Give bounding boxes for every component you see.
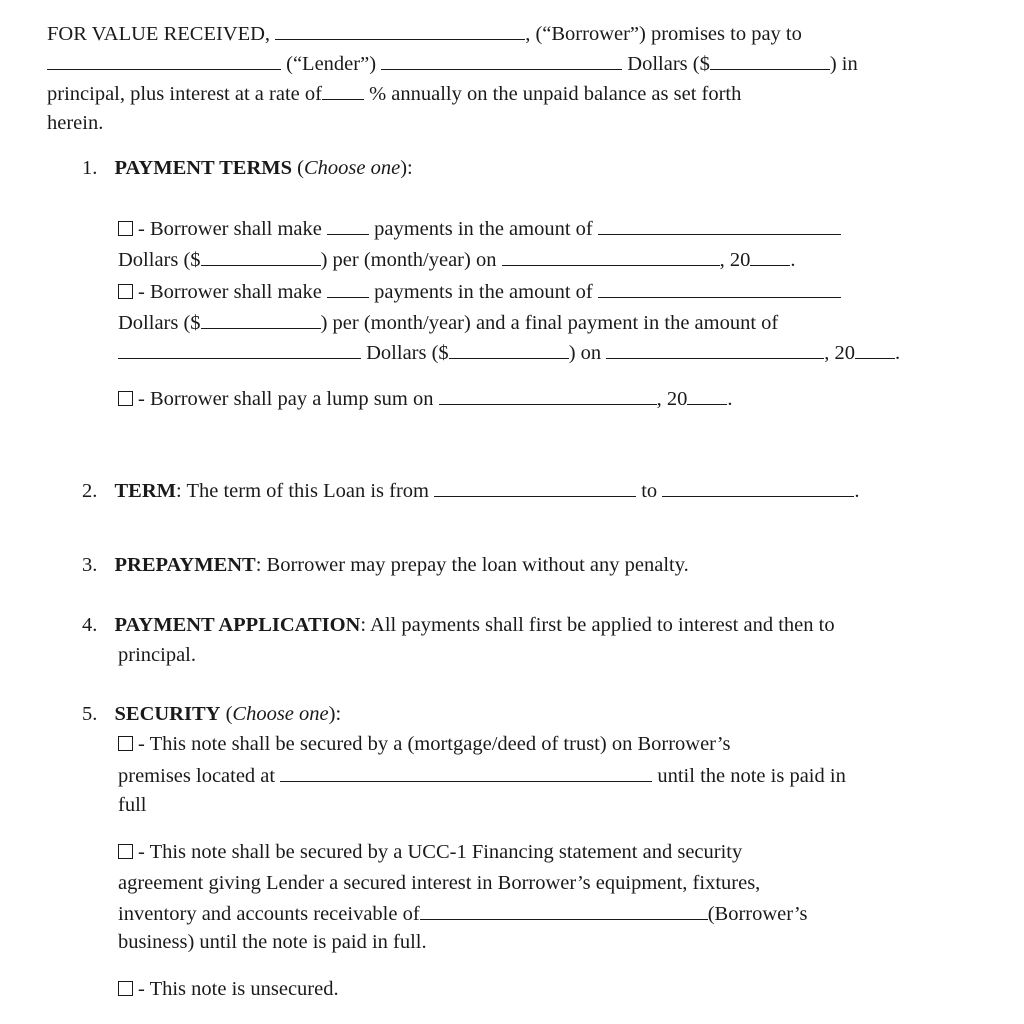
rate-prefix: principal, plus interest at a rate of <box>47 83 322 105</box>
section-title: PAYMENT TERMS <box>114 157 293 179</box>
period: . <box>790 249 796 271</box>
option-text: full <box>118 794 147 816</box>
option-text: Dollars ($ <box>118 249 201 271</box>
payment-option-2-line-3 <box>118 339 900 366</box>
option-text: - This note shall be secured by a UCC-1 Financing statement and security <box>138 841 743 863</box>
to-text: to <box>641 480 658 502</box>
payment-date-field[interactable] <box>502 246 720 266</box>
intro-line-1 <box>47 20 802 47</box>
section-payment-application <box>82 612 835 638</box>
option-text: Dollars ($ <box>118 312 201 334</box>
section-title: PREPAYMENT <box>114 554 256 576</box>
term-start-field[interactable] <box>434 477 636 497</box>
option-text: agreement giving Lender a secured interest in Borrower’s equipment, fixtures, <box>118 872 761 894</box>
security-option-1-line-3 <box>118 792 146 818</box>
paren-open: ( <box>220 703 233 725</box>
section-number: 2. <box>82 480 98 502</box>
option-text: Dollars ($ <box>366 342 449 364</box>
security-option-1-checkbox[interactable] <box>118 736 133 751</box>
intro-line-3 <box>47 80 741 107</box>
final-payment-date-field[interactable] <box>606 339 824 359</box>
section-payment-terms-heading <box>82 155 413 181</box>
amount-words-field[interactable] <box>381 50 622 70</box>
option-text: - Borrower shall make <box>138 281 322 303</box>
security-option-2-line-2 <box>118 870 760 896</box>
section-number: 1. <box>82 157 98 179</box>
amount-number-field[interactable] <box>710 50 830 70</box>
period: . <box>854 480 860 502</box>
option-text: (Borrower’s <box>707 903 808 925</box>
intro-line-4 <box>47 110 103 136</box>
interest-rate-field[interactable] <box>322 80 364 100</box>
option-text: inventory and accounts receivable of <box>118 903 420 925</box>
choose-one-text: Choose one <box>232 703 329 725</box>
option-text: ) per (month/year) and a final payment in the amount of <box>320 312 779 334</box>
option-text: ) per (month/year) on <box>320 249 497 271</box>
option-text: - Borrower shall pay a lump sum on <box>138 388 434 410</box>
herein-text: herein. <box>47 112 104 134</box>
section-title: SECURITY <box>114 703 221 725</box>
borrower-name-field[interactable] <box>275 20 525 40</box>
lump-sum-year-field[interactable] <box>687 385 727 405</box>
payment-year-field[interactable] <box>750 246 790 266</box>
option-text: - Borrower shall make <box>138 218 322 240</box>
section-title: PAYMENT APPLICATION <box>114 614 361 636</box>
paren-close: ): <box>400 157 413 179</box>
in-text: ) in <box>829 53 858 75</box>
payment-option-3-line <box>118 385 733 412</box>
payment-option-1-line-2 <box>118 246 795 273</box>
prepayment-text: : Borrower may prepay the loan without any penalty. <box>255 554 689 576</box>
security-option-1-line-1 <box>118 731 730 757</box>
option-text: until the note is paid in <box>657 765 846 787</box>
application-text: principal. <box>118 644 196 666</box>
payment-option-1-line-1 <box>118 215 841 242</box>
borrower-clause: , (“Borrower”) promises to pay to <box>525 23 802 45</box>
payment-option-2-line-2 <box>118 309 778 336</box>
option-text: - This note shall be secured by a (mortgage/deed of trust) on Borrower’s <box>138 733 731 755</box>
period: . <box>895 342 901 364</box>
security-option-2-line-4 <box>118 929 427 955</box>
option-text: - This note is unsecured. <box>138 978 339 1000</box>
dollars-label: Dollars ($ <box>627 53 710 75</box>
section-payment-application-line-2 <box>118 642 196 668</box>
application-text: : All payments shall first be applied to interest and then to <box>360 614 835 636</box>
payment-option-2-checkbox[interactable] <box>118 284 133 299</box>
payment-count-field[interactable] <box>327 215 369 235</box>
final-payment-words-field[interactable] <box>118 339 361 359</box>
term-end-field[interactable] <box>662 477 854 497</box>
security-option-3-line <box>118 976 339 1002</box>
paren-open: ( <box>292 157 304 179</box>
term-text: : The term of this Loan is from <box>176 480 429 502</box>
payment-amount-field[interactable] <box>201 309 321 329</box>
option-text: ) on <box>568 342 602 364</box>
payment-amount-words-field[interactable] <box>598 278 841 298</box>
payment-amount-words-field[interactable] <box>598 215 841 235</box>
payment-option-3-checkbox[interactable] <box>118 391 133 406</box>
option-text: payments in the amount of <box>374 281 593 303</box>
security-option-1-line-2 <box>118 762 846 789</box>
lender-name-field[interactable] <box>47 50 281 70</box>
section-number: 5. <box>82 703 98 725</box>
paren-close: ): <box>328 703 342 725</box>
year-prefix: , 20 <box>656 388 688 410</box>
section-prepayment <box>82 552 689 578</box>
section-number: 3. <box>82 554 98 576</box>
security-option-2-checkbox[interactable] <box>118 844 133 859</box>
section-number: 4. <box>82 614 98 636</box>
payment-amount-field[interactable] <box>201 246 321 266</box>
lender-label: (“Lender”) <box>286 53 377 75</box>
intro-line-2 <box>47 50 858 77</box>
security-option-3-checkbox[interactable] <box>118 981 133 996</box>
option-text: premises located at <box>118 765 276 787</box>
security-option-2-line-1 <box>118 839 742 865</box>
payment-option-1-checkbox[interactable] <box>118 221 133 236</box>
final-payment-amount-field[interactable] <box>449 339 569 359</box>
section-title: TERM <box>114 480 176 502</box>
rate-suffix: % annually on the unpaid balance as set forth <box>369 83 742 105</box>
option-text: payments in the amount of <box>374 218 593 240</box>
security-option-2-line-3 <box>118 900 808 927</box>
premises-address-field[interactable] <box>280 762 652 782</box>
option-text: business) until the note is paid in full. <box>118 931 427 953</box>
lump-sum-date-field[interactable] <box>439 385 657 405</box>
for-value-text: FOR VALUE RECEIVED, <box>47 23 271 45</box>
period: . <box>727 388 733 410</box>
final-payment-year-field[interactable] <box>855 339 895 359</box>
payment-count-field[interactable] <box>327 278 369 298</box>
payment-option-2-line-1 <box>118 278 841 305</box>
section-security-heading <box>82 701 341 727</box>
borrower-business-field[interactable] <box>420 900 708 920</box>
choose-one-text: Choose one <box>303 157 401 179</box>
section-term <box>82 477 859 504</box>
year-prefix: , 20 <box>824 342 856 364</box>
year-prefix: , 20 <box>719 249 751 271</box>
